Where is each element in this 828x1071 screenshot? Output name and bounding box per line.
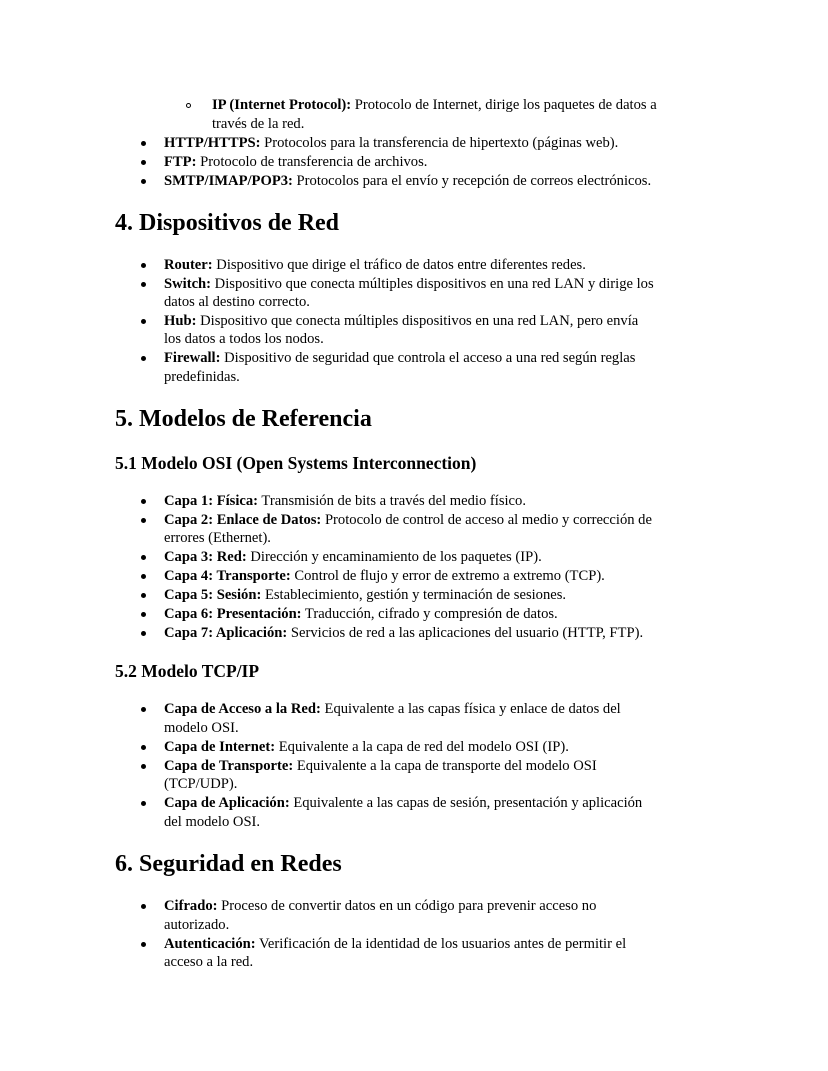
desc-capa4: Control de flujo y error de extremo a extremo (TCP).	[290, 568, 605, 584]
desc-transporte: Equivalente a la capa de transporte del modelo OSI	[293, 758, 597, 774]
desc-capa5: Establecimiento, gestión y terminación de sesiones.	[261, 587, 567, 603]
term-hub: Hub:	[164, 313, 197, 329]
list-item-http	[164, 134, 618, 153]
desc-capa3: Dirección y encaminamiento de los paquetes (IP).	[246, 549, 542, 565]
term-transporte: Capa de Transporte:	[164, 758, 294, 774]
term-firewall: Firewall:	[164, 350, 221, 366]
list-item-router	[164, 256, 586, 275]
term-internet: Capa de Internet:	[164, 739, 276, 755]
list-item-capa5	[164, 586, 566, 605]
list-item-transporte-cont: (TCP/UDP).	[164, 776, 238, 792]
list-item-capa1	[164, 492, 526, 511]
list-item-internet	[164, 738, 569, 757]
section-heading-modelos: 5. Modelos de Referencia	[115, 406, 372, 432]
desc-router: Dispositivo que dirige el tráfico de datos entre diferentes redes.	[212, 257, 586, 273]
list-item-hub-cont: los datos a todos los nodos.	[164, 331, 324, 347]
term-autenticacion: Autenticación:	[164, 936, 256, 952]
desc-autenticacion: Verificación de la identidad de los usuarios antes de permitir el	[255, 936, 627, 952]
list-item-capa2-cont: errores (Ethernet).	[164, 530, 271, 546]
desc-capa1: Transmisión de bits a través del medio físico.	[258, 493, 526, 509]
subsection-heading-osi: 5.1 Modelo OSI (Open Systems Interconnection)	[115, 453, 477, 473]
desc-internet: Equivalente a la capa de red del modelo OSI (IP).	[275, 739, 569, 755]
desc-capa6: Traducción, cifrado y compresión de datos.	[301, 606, 558, 622]
desc-smtp: Protocolos para el envío y recepción de correos electrónicos.	[292, 173, 652, 189]
term-capa7: Capa 7: Aplicación:	[164, 625, 288, 641]
term-aplicacion: Capa de Aplicación:	[164, 795, 290, 811]
list-item-ip-cont: través de la red.	[212, 116, 305, 132]
section-heading-seguridad: 6. Seguridad en Redes	[115, 851, 342, 877]
list-item-capa7	[164, 624, 643, 643]
term-acceso: Capa de Acceso a la Red:	[164, 701, 321, 717]
list-item-acceso-cont: modelo OSI.	[164, 720, 239, 736]
list-item-capa4	[164, 567, 605, 586]
term-cifrado: Cifrado:	[164, 898, 218, 914]
desc-aplicacion: Equivalente a las capas de sesión, presentación y aplicación	[289, 795, 643, 811]
list-item-autenticacion-cont: acceso a la red.	[164, 954, 254, 970]
desc-firewall: Dispositivo de seguridad que controla el acceso a una red según reglas	[220, 350, 636, 366]
desc-switch: Dispositivo que conecta múltiples dispositivos en una red LAN y dirige los	[211, 276, 654, 292]
term-http: HTTP/HTTPS:	[164, 135, 261, 151]
term-router: Router:	[164, 257, 213, 273]
term-ftp: FTP:	[164, 154, 197, 170]
desc-hub: Dispositivo que conecta múltiples dispositivos en una red LAN, pero envía	[196, 313, 639, 329]
desc-http: Protocolos para la transferencia de hipertexto (páginas web).	[260, 135, 619, 151]
desc-ftp: Protocolo de transferencia de archivos.	[196, 154, 428, 170]
term-capa3: Capa 3: Red:	[164, 549, 247, 565]
list-item-ip	[212, 96, 657, 115]
list-item-aplicacion-cont: del modelo OSI.	[164, 814, 261, 830]
term-capa1: Capa 1: Física:	[164, 493, 259, 509]
list-item-capa3	[164, 548, 542, 567]
list-item-hub	[164, 312, 638, 331]
list-item-smtp	[164, 172, 651, 191]
list-item-acceso	[164, 700, 621, 719]
list-item-transporte	[164, 757, 597, 776]
list-item-capa2	[164, 511, 652, 530]
list-item-autenticacion	[164, 935, 626, 954]
term-capa6: Capa 6: Presentación:	[164, 606, 302, 622]
list-item-switch	[164, 275, 654, 294]
desc-acceso: Equivalente a las capas física y enlace de datos del	[320, 701, 621, 717]
list-item-firewall	[164, 349, 635, 368]
term-capa4: Capa 4: Transporte:	[164, 568, 291, 584]
term-switch: Switch:	[164, 276, 212, 292]
term-ip: IP (Internet Protocol):	[212, 97, 352, 113]
list-item-capa6	[164, 605, 558, 624]
list-item-ftp	[164, 153, 427, 172]
subsection-heading-tcpip: 5.2 Modelo TCP/IP	[115, 661, 260, 681]
desc-capa2: Protocolo de control de acceso al medio y corrección de	[321, 512, 652, 528]
list-item-aplicacion	[164, 794, 642, 813]
desc-capa7: Servicios de red a las aplicaciones del usuario (HTTP, FTP).	[287, 625, 644, 641]
term-capa2: Capa 2: Enlace de Datos:	[164, 512, 322, 528]
list-item-firewall-cont: predefinidas.	[164, 369, 240, 385]
list-item-cifrado-cont: autorizado.	[164, 917, 230, 933]
term-smtp: SMTP/IMAP/POP3:	[164, 173, 293, 189]
desc-cifrado: Proceso de convertir datos en un código para prevenir acceso no	[217, 898, 597, 914]
list-item-cifrado	[164, 897, 596, 916]
list-item-switch-cont: datos al destino correcto.	[164, 294, 310, 310]
section-heading-dispositivos: 4. Dispositivos de Red	[115, 210, 340, 236]
term-capa5: Capa 5: Sesión:	[164, 587, 262, 603]
desc-ip: Protocolo de Internet, dirige los paquetes de datos a	[351, 97, 657, 113]
